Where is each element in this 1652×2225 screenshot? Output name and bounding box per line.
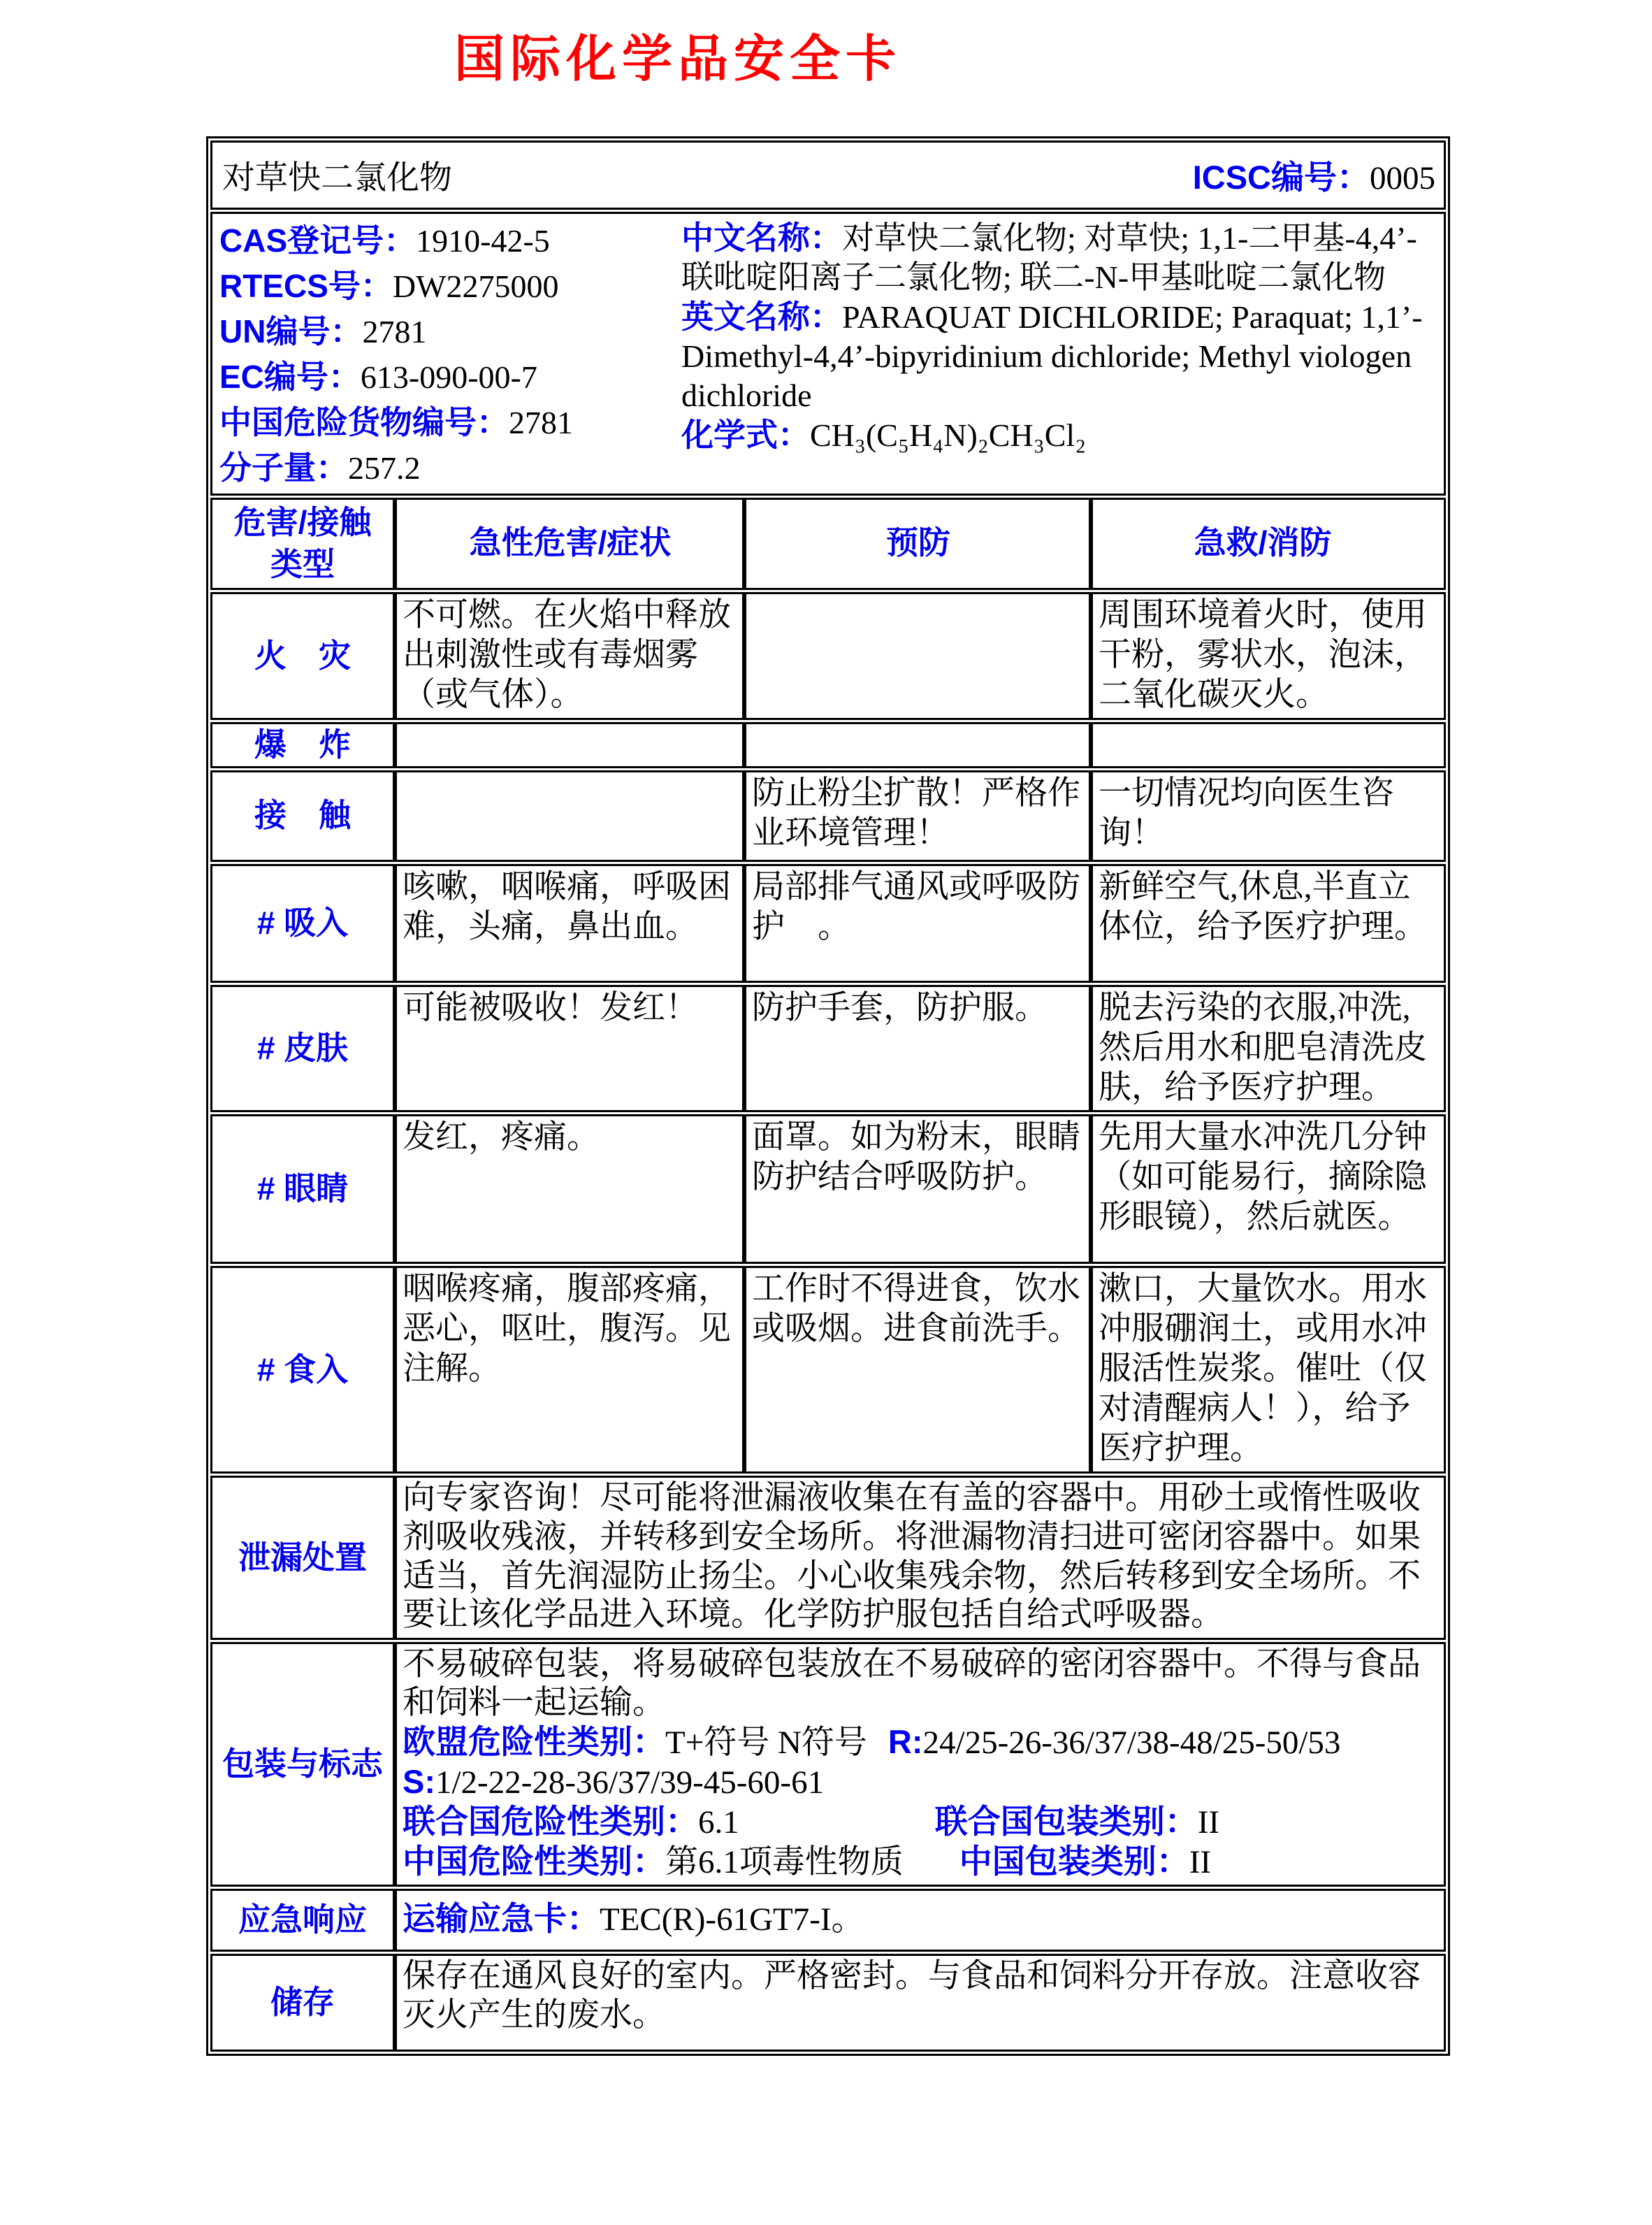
row-label-emergency: 应急响应	[238, 1901, 367, 1938]
row-label-fire: 火 灾	[254, 637, 351, 674]
cas-value: 1910-42-5	[416, 223, 550, 259]
packaging-text: 不易破碎包装，将易破碎包装放在不易破碎的密闭容器中。不得与食品和饲料一起运输。	[403, 1646, 1421, 1722]
inhalation-symptoms: 咳嗽，咽喉痛，呼吸困难，头痛，鼻出血。	[393, 866, 742, 981]
row-label-contact: 接 触	[254, 797, 351, 834]
table-row-storage	[210, 1954, 1446, 2052]
fire-prevention	[742, 594, 1089, 718]
s-phrases-label: S:	[403, 1763, 435, 1801]
un-value: 2781	[362, 314, 427, 350]
molecular-weight-line	[219, 445, 670, 491]
table-row-skin	[210, 985, 1446, 1113]
contact-symptoms	[393, 772, 742, 860]
ec-number-line	[219, 354, 670, 400]
table-row-contact	[210, 770, 1446, 862]
eu-class-label: 欧盟危险性类别：	[403, 1723, 665, 1761]
row-label-skin: # 皮肤	[256, 1030, 349, 1067]
table-row-packaging	[210, 1642, 1446, 1887]
icsc-card	[206, 136, 1450, 2056]
s-phrases-line	[403, 1762, 1440, 1802]
row-label-packaging: 包装与标志	[222, 1745, 383, 1783]
english-name-label: 英文名称：	[681, 298, 842, 335]
eyes-symptoms: 发红，疼痛。	[393, 1116, 742, 1262]
skin-symptoms: 可能被吸收！发红！	[393, 987, 742, 1111]
icsc-number-value: 0005	[1370, 160, 1435, 196]
header-hazard-type-line2: 类型	[270, 546, 335, 582]
ingestion-prevention: 工作时不得进食，饮水或吸烟。进食前洗手。	[742, 1268, 1089, 1471]
china-dg-value: 2781	[509, 405, 573, 440]
inhalation-firstaid: 新鲜空气,休息,半直立体位，给予医疗护理。	[1089, 866, 1431, 981]
un-pack-label: 联合国包装类别：	[934, 1803, 1198, 1841]
rtecs-number-line	[219, 264, 670, 309]
un-pack-value: II	[1197, 1804, 1220, 1841]
molecular-weight-label: 分子量：	[219, 449, 348, 486]
fire-firstaid: 周围环境着火时，使用干粉，雾状水，泡沫，二氧化碳灭火。	[1089, 594, 1431, 718]
china-dg-number-line	[219, 400, 670, 445]
header-prevention: 预防	[742, 500, 1089, 588]
r-phrases-value: 24/25-26-36/37/38-48/25-50/53	[922, 1724, 1341, 1762]
inhalation-prevention: 局部排气通风或呼吸防护 。	[742, 866, 1089, 981]
rtecs-value: DW2275000	[392, 268, 559, 304]
fire-symptoms: 不可燃。在火焰中释放出刺激性或有毒烟雾（或气体）。	[393, 594, 742, 718]
row-label-eyes: # 眼睛	[256, 1170, 349, 1207]
packaging-content	[393, 1644, 1444, 1885]
english-name-value: PARAQUAT DICHLORIDE; Paraquat; 1,1’-Dimethyl-4,4’-bipyridinium dichloride; Methyl viologen dichloride	[681, 299, 1423, 413]
identifiers-section	[210, 212, 1446, 496]
un-number-line	[219, 309, 670, 354]
eu-hazard-line	[403, 1722, 1440, 1762]
table-row-ingestion	[210, 1266, 1446, 1473]
contact-firstaid: 一切情况均向医生咨询！	[1089, 772, 1431, 860]
un-class-line	[403, 1802, 1440, 1842]
registry-numbers	[219, 218, 670, 491]
cn-class-value: 第6.1项毒性物质	[665, 1844, 904, 1881]
table-row-fire	[210, 592, 1446, 720]
cas-number-line	[219, 218, 670, 264]
transport-card-value: TEC(R)-61GT7-I。	[600, 1901, 864, 1938]
un-class-label: 联合国危险性类别：	[403, 1803, 698, 1841]
icsc-number	[1193, 152, 1435, 199]
transport-card-label: 运输应急卡：	[403, 1900, 600, 1938]
eyes-firstaid: 先用大量水冲洗几分钟（如可能易行，摘除隐形眼镜），然后就医。	[1089, 1116, 1431, 1262]
names-section	[670, 218, 1441, 491]
header-hazard-type-line1: 危害/接触	[233, 504, 372, 541]
table-row-spill-disposal	[210, 1476, 1446, 1641]
row-label-explosion: 爆 炸	[254, 726, 351, 763]
molecular-weight-value: 257.2	[348, 450, 421, 486]
explosion-prevention	[742, 724, 1089, 766]
spill-text: 向专家咨询！尽可能将泄漏液收集在有盖的容器中。用砂土或惰性吸收剂吸收残液，并转移到安全场所。将泄漏物清扫进可密闭容器中。如果适当，首先润湿防止扬尘。小心收集残余物，然后转移到安全场所。不要让该化学品进入环境。化学防护服包括自给式呼吸器。	[393, 1478, 1444, 1639]
ec-label: EC编号：	[219, 359, 361, 395]
un-label: UN编号：	[219, 313, 363, 350]
cn-pack-label: 中国包装类别：	[959, 1843, 1189, 1880]
icsc-number-label: ICSC编号：	[1192, 159, 1370, 196]
ingestion-firstaid: 漱口，大量饮水。用水冲服硼润土，或用水冲服活性炭浆。催吐（仅对清醒病人！），给予医疗护理。	[1089, 1268, 1431, 1471]
table-row-eyes	[210, 1114, 1446, 1264]
header-firstaid: 急救/消防	[1089, 500, 1431, 588]
rtecs-label: RTECS号：	[219, 268, 393, 304]
contact-prevention: 防止粉尘扩散！严格作业环境管理！	[742, 772, 1089, 860]
ec-value: 613-090-00-7	[360, 359, 537, 395]
formula-label: 化学式：	[681, 417, 810, 453]
ingestion-symptoms: 咽喉疼痛，腹部疼痛，恶心，呕吐，腹泻。见注解。	[393, 1268, 742, 1471]
skin-firstaid: 脱去污染的衣服,冲洗,然后用水和肥皂清洗皮肤，给予医疗护理。	[1089, 987, 1431, 1111]
china-dg-label: 中国危险货物编号：	[219, 404, 509, 440]
row-label-spill: 泄漏处置	[238, 1539, 367, 1576]
page-title: 国际化学品安全卡	[454, 31, 902, 87]
eu-class-value: T+符号 N符号	[665, 1724, 867, 1762]
header-symptoms: 急性危害/症状	[393, 500, 742, 588]
table-row-emergency-response	[210, 1889, 1446, 1952]
storage-text: 保存在通风良好的室内。严格密封。与食品和饲料分开存放。注意收容灭火产生的废水。	[393, 1956, 1444, 2050]
row-label-inhalation: # 吸入	[256, 904, 349, 941]
header-hazard-type	[212, 500, 393, 588]
explosion-symptoms	[393, 724, 742, 766]
skin-prevention: 防护手套，防护服。	[742, 987, 1089, 1111]
r-phrases-label: R:	[887, 1723, 923, 1761]
formula-line	[681, 415, 1438, 455]
s-phrases-value: 1/2-22-28-36/37/39-45-60-61	[435, 1764, 825, 1801]
cn-class-line	[403, 1842, 1440, 1882]
chinese-name-value: 对草快二氯化物; 对草快; 1,1-二甲基-4,4’-联吡啶阳离子二氯化物; 联二-N-甲基吡啶二氯化物	[681, 220, 1417, 295]
table-row-explosion	[210, 722, 1446, 768]
cn-pack-value: II	[1189, 1844, 1212, 1881]
row-label-ingestion: # 食入	[256, 1351, 349, 1388]
formula-value: CH₃(C₅H₄N)₂CH₃Cl₂	[810, 417, 1087, 453]
emergency-content	[393, 1891, 1444, 1950]
cas-label: CAS登记号：	[219, 222, 416, 259]
chinese-name-line	[681, 218, 1438, 297]
explosion-firstaid	[1089, 724, 1431, 766]
card-header-row	[210, 141, 1446, 210]
cn-class-label: 中国危险性类别：	[403, 1843, 665, 1880]
chemical-name: 对草快二氯化物	[222, 160, 452, 196]
hazard-table-header	[210, 498, 1446, 590]
eyes-prevention: 面罩。如为粉末，眼睛防护结合呼吸防护。	[742, 1116, 1089, 1262]
table-row-inhalation	[210, 864, 1446, 983]
chinese-name-label: 中文名称：	[681, 219, 842, 256]
un-class-value: 6.1	[698, 1804, 739, 1841]
row-label-storage: 储存	[270, 1984, 335, 2021]
english-name-line	[681, 297, 1438, 415]
